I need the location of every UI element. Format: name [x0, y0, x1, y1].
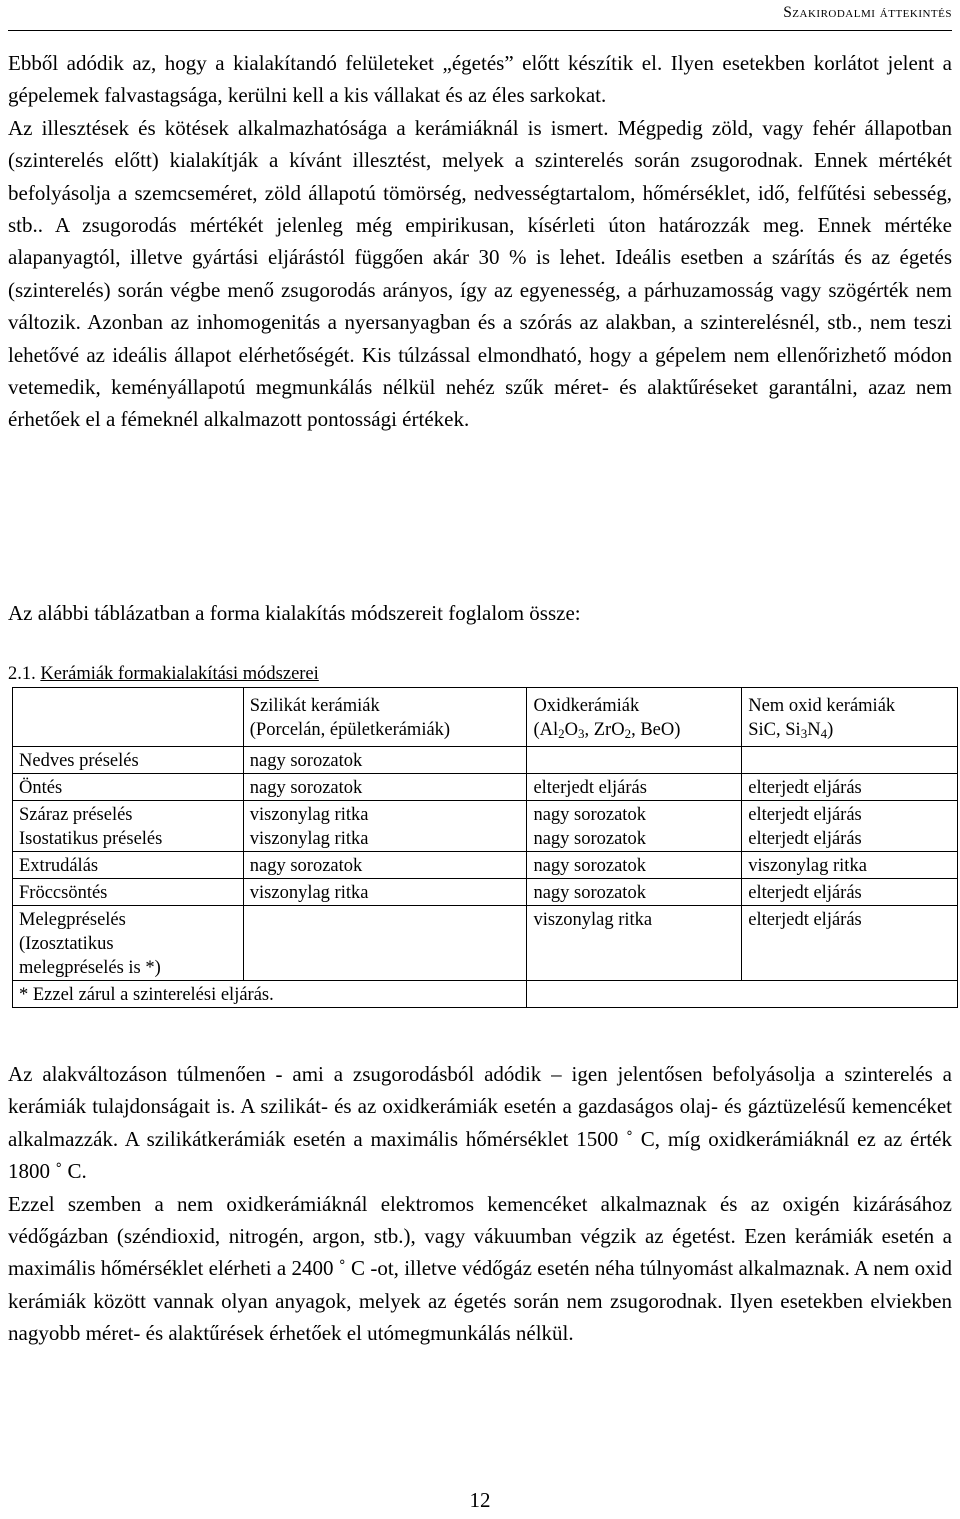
nonoxide-cell: elterjedt eljárás — [742, 774, 958, 801]
nonoxide-cell: viszonylag ritka — [742, 852, 958, 879]
paragraph: Az alakváltozáson túlmenően - ami a zsugorodásból adódik – igen jelentősen befolyásolja a szinterelés a kerámiák tulajdonságait is. A szilikát- és az oxidkerámiák esetén a gazdaságos olaj- és gáztüzelésű kemencéket alkalmazzák. A szilikátkerámiák esetén a maximális hőmérséklet 1500 ˚ C, míg oxidkerámiáknál ez az érték 1800 ˚ C. — [8, 1062, 952, 1184]
method-cell: Száraz préselés Isostatikus préselés — [13, 801, 244, 852]
column-header-nonoxide: Nem oxid kerámiák SiC, $Si_3N_4$) — [742, 688, 958, 747]
table-footnote-row — [13, 981, 958, 1008]
table-footnote-blank — [527, 981, 958, 1008]
silicate-cell — [243, 906, 527, 981]
nonoxide-cell: elterjedt eljárás — [742, 906, 958, 981]
silicate-cell: viszonylag ritka viszonylag ritka — [243, 801, 527, 852]
table-row — [13, 879, 958, 906]
closing-section — [8, 1058, 952, 1350]
oxide-cell: nagy sorozatok — [527, 852, 742, 879]
method-cell: Öntés — [13, 774, 244, 801]
method-cell: Fröccsöntés — [13, 879, 244, 906]
forming-methods-table — [12, 687, 958, 1008]
table-intro-sentence — [8, 597, 952, 629]
table-caption-number: 2.1. — [8, 664, 41, 684]
silicate-cell: nagy sorozatok — [243, 774, 527, 801]
running-header: Szakirodalmi áttekintés — [783, 4, 952, 21]
oxide-cell: nagy sorozatok — [527, 879, 742, 906]
paragraph: Az illesztések és kötések alkalmazhatósága a kerámiáknál is ismert. Mégpedig zöld, vagy fehér állapotban (szinterelés előtt) kialakítják a kívánt illesztést, melyek a szinterelés során zsugorodnak. Ennek mértékét befolyásolja a szemcseméret, zöld állapotú tömörség, nedvességtartalom, hőmérséklet, idő, felfűtési sebesség, stb.. A zsugorodás mértékét jelenleg még empirikusan, kísérleti úton határozzák meg. Ennek mértéke alapanyagtól, illetve gyártási eljárástól függően akár 30 % is lehet. Ideális esetben a szárítás és az égetés (szinterelés) során végbe menő zsugorodás arányos, így az egyenesség, a párhuzamosság vagy szögérték nem változik. Azonban az inhomogenitás a nyersanyagban és a szórás az alakban, a szinterelésnél, stb., nem teszi lehetővé az ideális állapot elérhetőségét. Kis túlzással elmondható, hogy a gépelem nem ellenőrizhető módon vetemedik, keményállapotú megmunkálás nélkül nehéz szűk méret- és alaktűréseket garantálni, azaz nem érhetőek el a fémeknél alkalmazott pontossági értékek. — [8, 115, 952, 432]
table-row — [13, 852, 958, 879]
table-row — [13, 774, 958, 801]
table-caption-title: Kerámiák formakialakítási módszerei — [40, 664, 319, 684]
header-rule — [8, 30, 952, 31]
oxide-cell: nagy sorozatok nagy sorozatok — [527, 801, 742, 852]
paragraph: Ebből adódik az, hogy a kialakítandó felületeket „égetés” előtt készítik el. Ilyen esetekben korlátot jelent a gépelemek falvastagsága, kerülni kell a kis vállakat és az éles sarkokat. — [8, 51, 952, 108]
table-row — [13, 801, 958, 852]
nonoxide-cell: elterjedt eljárás — [742, 879, 958, 906]
intro-section — [8, 47, 952, 436]
table-corner-cell — [13, 688, 244, 747]
oxide-cell — [527, 747, 742, 774]
table-header-row — [13, 688, 958, 747]
table-footnote: * Ezzel zárul a szinterelési eljárás. — [13, 981, 527, 1008]
column-header-silicate: Szilikát kerámiák (Porcelán, épületkerámiák) — [243, 688, 527, 747]
table-row — [13, 747, 958, 774]
oxide-cell: viszonylag ritka — [527, 906, 742, 981]
table-row — [13, 906, 958, 981]
nonoxide-cell — [742, 747, 958, 774]
oxide-cell: elterjedt eljárás — [527, 774, 742, 801]
nonoxide-cell: elterjedt eljárás elterjedt eljárás — [742, 801, 958, 852]
silicate-cell: nagy sorozatok — [243, 747, 527, 774]
paragraph: Ezzel szemben a nem oxidkerámiáknál elektromos kemencéket alkalmaznak és az oxigén kizárásához védőgázban (széndioxid, nitrogén, argon, stb.), vagy vákuumban végzik az égetést. Ezen kerámiák esetén a maximális hőmérséklet elérheti a 2400 ˚ C -ot, illetve védőgáz esetén néha túlnyomást alkalmaznak. A nem oxid kerámiák között vannak olyan anyagok, melyek az égetés során nem zsugorodnak. Ilyen esetekben elviekben nagyobb méret- és alaktűrések érhetőek el utómegmunkálás nélkül. — [8, 1191, 952, 1346]
silicate-cell: nagy sorozatok — [243, 852, 527, 879]
silicate-cell: viszonylag ritka — [243, 879, 527, 906]
table-caption — [8, 662, 319, 686]
page-number: 12 — [469, 1488, 491, 1512]
paragraph: Az alábbi táblázatban a forma kialakítás módszereit foglalom össze: — [8, 601, 581, 625]
method-cell: Nedves préselés — [13, 747, 244, 774]
column-header-oxide: Oxidkerámiák ($Al_2O_3$, ZrO$_2$, BeO) — [527, 688, 742, 747]
method-cell: Melegpréselés (Izosztatikus melegpréselés is *) — [13, 906, 244, 981]
method-cell: Extrudálás — [13, 852, 244, 879]
